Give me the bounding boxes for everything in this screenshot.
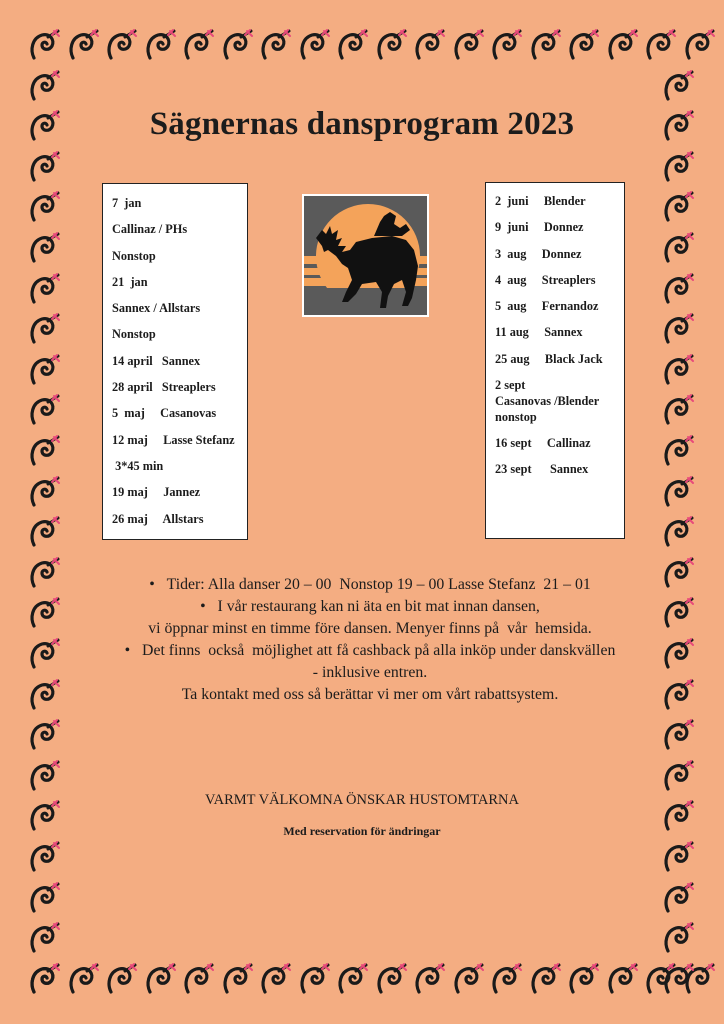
swirl-ornament-icon [182, 28, 216, 62]
swirl-ornament-icon [28, 678, 62, 712]
swirl-ornament-icon [567, 28, 601, 62]
schedule-entry: Sannex / Allstars [112, 301, 201, 316]
welcome-text: VARMT VÄLKOMNA ÖNSKAR HUSTOMTARNA [205, 792, 519, 808]
swirl-ornament-icon [662, 921, 696, 955]
swirl-ornament-icon [105, 962, 139, 996]
swirl-ornament-icon [662, 881, 696, 915]
schedule-entry: 5 maj Casanovas [112, 406, 217, 421]
page-title: Sägnernas dansprogram 2023 [149, 106, 575, 142]
info-text: I vår restaurang kan ni äta en bit mat innan dansen, [217, 598, 540, 615]
moose-sunset-logo-icon [302, 194, 429, 317]
swirl-ornament-icon [413, 962, 447, 996]
swirl-ornament-icon [375, 962, 409, 996]
swirl-ornament-icon [662, 962, 696, 996]
swirl-ornament-icon [28, 840, 62, 874]
info-line-times: • Tider: Alla danser 20 – 00 Nonstop 19 – 00 Lasse Stefanz 21 – 01 [149, 576, 591, 593]
swirl-ornament-icon [567, 962, 601, 996]
schedule-entry: 5 aug Fernandoz [495, 299, 599, 314]
swirl-ornament-icon [28, 190, 62, 224]
swirl-ornament-icon [490, 28, 524, 62]
swirl-ornament-icon [28, 69, 62, 103]
schedule-entry: 28 april Streaplers [112, 380, 216, 395]
swirl-ornament-icon [662, 312, 696, 346]
swirl-ornament-icon [259, 962, 293, 996]
swirl-ornament-icon [221, 28, 255, 62]
swirl-ornament-icon [662, 596, 696, 630]
swirl-ornament-icon [28, 475, 62, 509]
swirl-ornament-icon [490, 962, 524, 996]
swirl-ornament-icon [28, 515, 62, 549]
schedule-entry: 4 aug Streaplers [495, 272, 596, 287]
schedule-entry: 2 sept Casanovas /Blender nonstop [495, 378, 600, 425]
swirl-ornament-icon [662, 393, 696, 427]
swirl-ornament-icon [28, 272, 62, 306]
swirl-ornament-icon [662, 434, 696, 468]
swirl-ornament-icon [606, 28, 640, 62]
schedule-entry: 25 aug Black Jack [495, 351, 603, 366]
info-section [80, 574, 660, 706]
swirl-ornament-icon [28, 921, 62, 955]
swirl-ornament-icon [662, 556, 696, 590]
schedule-entry: 16 sept Callinaz [495, 436, 591, 451]
schedule-entry: 3*45 min [112, 458, 164, 473]
swirl-ornament-icon [662, 718, 696, 752]
swirl-ornament-icon [336, 28, 370, 62]
swirl-ornament-icon [298, 28, 332, 62]
swirl-ornament-icon [529, 28, 563, 62]
schedule-entry: Nonstop [112, 327, 156, 342]
swirl-ornament-icon [28, 28, 62, 62]
info-line-cashback: • Det finns också möjlighet att få cashback på alla inköp under danskvällen [124, 642, 616, 659]
swirl-ornament-icon [662, 759, 696, 793]
swirl-ornament-icon [221, 962, 255, 996]
swirl-ornament-icon [105, 28, 139, 62]
schedule-entry: 3 aug Donnez [495, 246, 582, 261]
info-text: Tider: Alla danser 20 – 00 Nonstop 19 – 00 Lasse Stefanz 21 – 01 [166, 576, 591, 593]
swirl-ornament-icon [662, 69, 696, 103]
swirl-ornament-icon [28, 556, 62, 590]
swirl-ornament-icon [28, 718, 62, 752]
swirl-ornament-icon [28, 637, 62, 671]
swirl-ornament-icon [28, 393, 62, 427]
schedule-box-left [102, 183, 248, 540]
swirl-ornament-icon [662, 272, 696, 306]
info-line-menu: vi öppnar minst en timme före dansen. Menyer finns på vår hemsida. [148, 620, 592, 637]
swirl-ornament-icon [336, 962, 370, 996]
swirl-ornament-icon [298, 962, 332, 996]
swirl-ornament-icon [662, 678, 696, 712]
schedule-box-right [485, 182, 625, 539]
swirl-ornament-icon [28, 759, 62, 793]
swirl-ornament-icon [28, 596, 62, 630]
swirl-ornament-icon [662, 231, 696, 265]
reservation-note: Med reservation för ändringar [283, 824, 441, 838]
schedule-entry: 14 april Sannex [112, 353, 201, 368]
swirl-ornament-icon [28, 434, 62, 468]
swirl-ornament-icon [662, 637, 696, 671]
swirl-ornament-icon [28, 150, 62, 184]
info-line-entrance: - inklusive entren. [312, 664, 428, 681]
swirl-ornament-icon [662, 353, 696, 387]
schedule-entry: 7 jan [112, 196, 142, 210]
swirl-ornament-icon [662, 515, 696, 549]
swirl-ornament-icon [662, 190, 696, 224]
schedule-entry: 26 maj Allstars [112, 511, 204, 526]
swirl-ornament-icon [662, 475, 696, 509]
schedule-entry: 11 aug Sannex [495, 325, 583, 340]
swirl-ornament-icon [28, 353, 62, 387]
swirl-ornament-icon [375, 28, 409, 62]
schedule-entry: 23 sept Sannex [495, 462, 589, 477]
swirl-ornament-icon [67, 28, 101, 62]
info-line-restaurant: • I vår restaurang kan ni äta en bit mat innan dansen, [200, 598, 540, 615]
swirl-ornament-icon [182, 962, 216, 996]
swirl-ornament-icon [413, 28, 447, 62]
swirl-ornament-icon [28, 962, 62, 996]
schedule-entry: Callinaz / PHs [112, 222, 188, 237]
swirl-ornament-icon [662, 150, 696, 184]
schedule-entry: 2 juni Blender [495, 194, 586, 208]
swirl-ornament-icon [28, 312, 62, 346]
schedule-entry: 19 maj Jannez [112, 485, 201, 500]
swirl-ornament-icon [452, 962, 486, 996]
swirl-ornament-icon [683, 28, 717, 62]
schedule-entry: Nonstop [112, 248, 156, 263]
swirl-ornament-icon [259, 28, 293, 62]
swirl-ornament-icon [452, 28, 486, 62]
swirl-ornament-icon [529, 962, 563, 996]
swirl-ornament-icon [683, 962, 717, 996]
info-line-contact: Ta kontakt med oss så berättar vi mer om vårt rabattsystem. [181, 686, 559, 703]
swirl-ornament-icon [644, 962, 678, 996]
swirl-ornament-icon [28, 231, 62, 265]
swirl-ornament-icon [28, 881, 62, 915]
swirl-ornament-icon [28, 962, 62, 996]
swirl-ornament-icon [144, 28, 178, 62]
swirl-ornament-icon [662, 840, 696, 874]
schedule-entry: 21 jan [112, 274, 148, 289]
swirl-ornament-icon [144, 962, 178, 996]
swirl-ornament-icon [67, 962, 101, 996]
swirl-ornament-icon [644, 28, 678, 62]
schedule-entry: 12 maj Lasse Stefanz [112, 432, 235, 447]
swirl-ornament-icon [606, 962, 640, 996]
schedule-entry: 9 juni Donnez [495, 220, 584, 235]
info-text: Det finns också möjlighet att få cashback på alla inköp under danskvällen [142, 642, 616, 659]
